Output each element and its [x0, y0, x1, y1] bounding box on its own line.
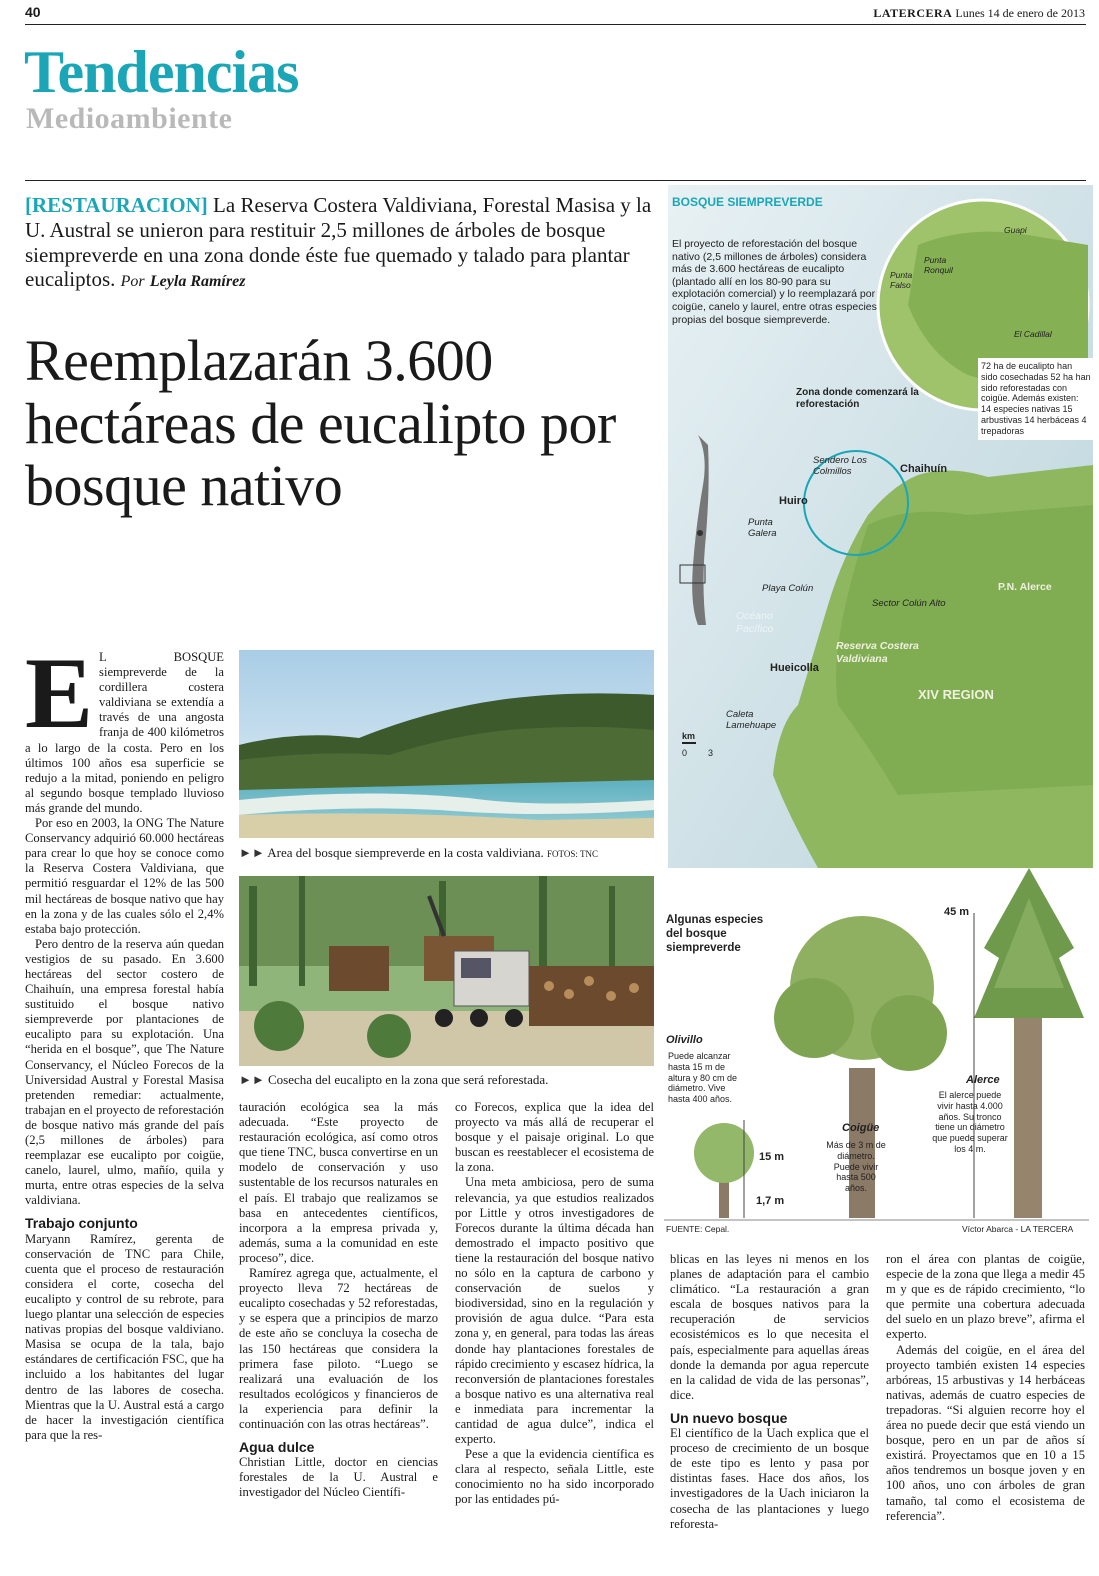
caption-photo2	[239, 1072, 659, 1088]
article-lead	[25, 193, 660, 292]
caption-arrow-1: ►►	[239, 845, 265, 860]
lead-kicker: [RESTAURACION]	[25, 193, 208, 217]
scale-max: 3	[708, 748, 714, 758]
col1-para-1: L BOSQUE siempreverde de la cordillera costera valdiviana se extendía a través de una angosta franja de 400 kilómetros a lo largo de la costa. Pero en los últimos 100 años esa superficie se redujo a la mitad, poniendo en peligro al segundo bosque templado lluvioso más grande del mundo.	[25, 650, 224, 815]
place-region: XIV REGION	[918, 687, 994, 702]
coigue-name: Coigüe	[842, 1122, 880, 1134]
col2-para-1: tauración ecológica sea la más adecuada. “Este proyecto de restauración ecológica, así como otros que tiene TNC, busca convertirse en un modelo de conservación y uso sustentable de los recursos naturales en el país. El trabajo que realizamos se basa en antecedentes científicos, incorpora a la empresa privada y, además, suma a la comunidad en este proceso”, dice.	[239, 1100, 438, 1265]
caption-arrow-2: ►►	[239, 1072, 265, 1087]
height-17: 1,7 m	[756, 1195, 785, 1207]
headline: Reemplazarán 3.600 hectáreas de eucalipto por bosque nativo	[25, 328, 616, 519]
place-reserva: Reserva Costera Valdiviana	[836, 640, 919, 665]
place-punta-falso: Punta Falso	[890, 270, 913, 291]
infographic-map	[668, 185, 1093, 868]
place-chaihuin: Chaihuín	[900, 463, 948, 475]
col2-para-2: Ramírez agrega que, actualmente, el proyecto lleva 72 hectáreas de eucalipto cosechadas y 52 reforestadas, y se espera que a principios de marzo de este año se concluya la cosecha de las 150 hectáreas que considera la primera fase piloto. “Luego se realizará una evaluación de los resultados ecológicos y financieros de la experiencia para definir la continuación con las otras hectáreas”.	[239, 1266, 438, 1431]
place-sendero: Sendero Los Colmillos	[813, 455, 867, 478]
issue-date: Lunes 14 de enero de 2013	[955, 6, 1085, 20]
place-sector-colun: Sector Colún Alto	[872, 598, 946, 609]
alerce-tree	[974, 868, 1084, 1218]
alerce-name: Alerce	[966, 1074, 1000, 1086]
alerce-desc: El alerce puede vivir hasta 4.000 años. Su tronco tiene un diámetro que puede superar los 4 m.	[932, 1090, 1008, 1154]
caption-photo1-text: Area del bosque siempreverde en la costa valdiviana.	[267, 845, 544, 860]
col1-para-4: Maryann Ramírez, gerenta de conservación de TNC para Chile, cuenta que el proceso de restauración considera el corte, cosecha del eucalipto y control de su rebrote, para luego plantar una selección de especies nativas propias del bosque valdiviano. Masisa se ocupa de la tala, bajo estándares de certificación FSC, que ha incluido a los habitantes del lugar dentro de las labores de cosecha. Mientras que la U. Austral está a cargo de hacer la investigación científica para que la res-	[25, 1231, 224, 1442]
infographic-credit: Víctor Abarca - LA TERCERA	[962, 1224, 1074, 1234]
dropcap: E	[25, 637, 94, 750]
place-oceano: Océano Pacífico	[736, 610, 774, 635]
place-pn-alerce: P.N. Alerce	[998, 581, 1052, 593]
infographic-species	[664, 868, 1089, 1238]
place-playa-colun: Playa Colún	[762, 583, 814, 594]
place-el-cadillal: El Cadillal	[1014, 329, 1052, 339]
byline-author: Leyla Ramírez	[149, 273, 246, 291]
byline-prefix: Por	[120, 273, 145, 291]
article-column-2	[239, 1100, 438, 1500]
col5-para-2: Además del coigüe, en el área del proyecto también existen 14 especies arbóreas, 15 arbustivas y 14 herbáceas nativas, además de cuatro especies de trepadoras. “Si alguien recorre hoy el área no puede decir que está viendo un bosque, pero en un par de años sí existirá. Proyectamos que en 10 a 15 años tendremos un bosque joven y en 100 años, uno con árboles de gran tamaño, tal como el ecosistema de referencia”.	[886, 1342, 1085, 1523]
col5-para-1: ron el área con plantas de coigüe, especie de la zona que llega a medir 45 m y que es de rápido crecimiento, “lo que permite una cobertura adecuada del suelo en un plazo breve”, afirma el experto.	[886, 1252, 1085, 1342]
col2-para-3: Christian Little, doctor en ciencias forestales de la U. Austral e investigador del Núcleo Científi-	[239, 1455, 438, 1500]
height-15: 15 m	[759, 1151, 785, 1163]
publication-name: LATERCERA	[873, 6, 953, 20]
subhead-trabajo: Trabajo conjunto	[25, 1215, 138, 1232]
col4-para-2: El científico de la Uach explica que el proceso de crecimiento de un bosque de este tipo es lento y pasa por distintas fases. Hace dos años, los investigadores de la Uach iniciaron la cosecha de las plantaciones y luego reforesta-	[670, 1426, 869, 1531]
place-caleta: Caleta Lamehuape	[726, 709, 777, 732]
article-column-4	[670, 1252, 869, 1532]
section-rule	[25, 180, 1086, 181]
zone-label: Zona donde comenzará la reforestación	[796, 387, 919, 410]
infographic-title: BOSQUE SIEMPREVERDE	[672, 195, 823, 209]
section-title: Tendencias	[24, 39, 299, 105]
height-45: 45 m	[944, 906, 970, 918]
olivillo-name: Olivillo	[666, 1034, 703, 1046]
article-column-3	[455, 1100, 654, 1508]
olivillo-tree	[694, 1123, 754, 1218]
place-punta-ronquil: Punta Ronquil	[924, 255, 953, 276]
caption-photo1	[239, 845, 659, 861]
lead-text: La Reserva Costera Valdiviana, Forestal Masisa y la U. Austral se unieron para restituir 2,5 millones de árboles de bosque siempreverde en una zona donde éste fue quemado y talado para plantar eucaliptos.	[25, 193, 652, 292]
subhead-agua: Agua dulce	[239, 1439, 315, 1456]
photo-logging	[239, 876, 654, 1066]
col3-para-3: Pese a que la evidencia científica es clara al respecto, señala Little, este conocimiento no ha sido incorporado por las entidades pú-	[455, 1447, 654, 1507]
photo-credit: FOTOS: TNC	[547, 849, 598, 859]
section-subtitle: Medioambiente	[26, 102, 233, 135]
scale-min: 0	[682, 748, 688, 758]
col3-para-2: Una meta ambiciosa, pero de suma relevancia, ya que estudios realizados por Little y otros investigadores de Forecos durante la última década han demostrado el impacto positivo que tiene la restauración del bosque nativo no sólo en la captura de carbono y conservación de suelos y biodiversidad, sino en la regulación y provisión de agua dulce. “Para esta zona y, en general, para todas las áreas donde hay plantaciones forestales de rápido crecimiento y escasez hídrica, la reconversión de plantaciones forestales a bosque nativo es una alternativa real e inmediata para incrementar la cantidad de agua dulce”, indica el experto.	[455, 1175, 654, 1447]
photo-coast	[239, 650, 654, 838]
masthead-rule	[25, 24, 1086, 25]
page-number: 40	[25, 4, 41, 20]
col4-para-1: blicas en las leyes ni menos en los planes de adaptación para el cambio climático. “La restauración a gran escala de bosques nativos para la recuperación de servicios ecosistémicos es lo que necesita el país, especialmente para aquellas áreas donde la demanda por agua repercute en la calidad de vida de las personas”, dice.	[670, 1252, 869, 1402]
col3-para-1: co Forecos, explica que la idea del proyecto va más allá de recuperar el bosque y el paisaje original. Lo que buscan es reestablecer el ecosistema de la zona.	[455, 1100, 654, 1175]
place-huiro: Huiro	[779, 495, 808, 507]
col1-para-2: Por eso en 2003, la ONG The Nature Conservancy adquirió 60.000 hectáreas para crear lo que hoy se conoce como la Reserva Costera Valdiviana, que permitió resguardar el 12% de las 500 mil hectáreas de bosque nativo que hay en la zona y de las cuales sólo el 2,4% estaba bajo protección.	[25, 816, 224, 936]
place-hueicolla: Hueicolla	[770, 662, 819, 674]
col1-para-3: Pero dentro de la reserva aún quedan vestigios de su pasado. En 3.600 hectáreas del sector costero de Chaihuín, una empresa forestal había sustituido el bosque nativo siempreverde por plantaciones de eucalipto para su explotación. Una “herida en el bosque”, que The Nature Conservancy, el Núcleo Forecos de la Universidad Austral y Forestal Masisa pretenden remediar: actualmente, trabajan en el proyecto de reforestación de bosque nativo más grande del país (2,5 millones de árboles) para reemplazar ese eucalipto por coigüe, canelo, laurel, ulmo, mañío, quila y murta, entre otras especies de la selva valdiviana.	[25, 936, 224, 1208]
place-punta-galera: Punta Galera	[748, 517, 777, 540]
inset-note: 72 ha de eucalipto han sido cosechadas 52 ha han sido reforestadas con coigüe. Además existen: 14 especies nativas 15 arbustivas 14 herbáceas 4 trepadoras	[978, 358, 1093, 440]
article-column-5	[886, 1252, 1085, 1524]
species-title: Algunas especies del bosque siempreverde	[666, 914, 764, 954]
caption-photo2-text: Cosecha del eucalipto en la zona que será reforestada.	[267, 1072, 549, 1087]
infographic-source: FUENTE: Cepal.	[666, 1224, 730, 1234]
dateline	[873, 6, 1085, 21]
coigue-desc: Más de 3 m de diámetro. Puede vivir hasta 500 años.	[826, 1140, 886, 1194]
subhead-nuevo: Un nuevo bosque	[670, 1409, 788, 1426]
infographic-intro: El proyecto de reforestación del bosque nativo (2,5 millones de árboles) considera más de 3.600 hectáreas de eucalipto (plantado allí en los 80-90 para su explotación comercial) y lo reemplazará por coigüe, canelo y laurel, entre otras especies propias del bosque siempreverde.	[672, 238, 877, 326]
article-column-1	[25, 637, 224, 1443]
olivillo-desc: Puede alcanzar hasta 15 m de altura y 80 cm de diámetro. Vive hasta 400 años.	[668, 1051, 738, 1105]
scale-unit: km	[682, 731, 696, 741]
place-guapi: Guapi	[1004, 225, 1027, 235]
